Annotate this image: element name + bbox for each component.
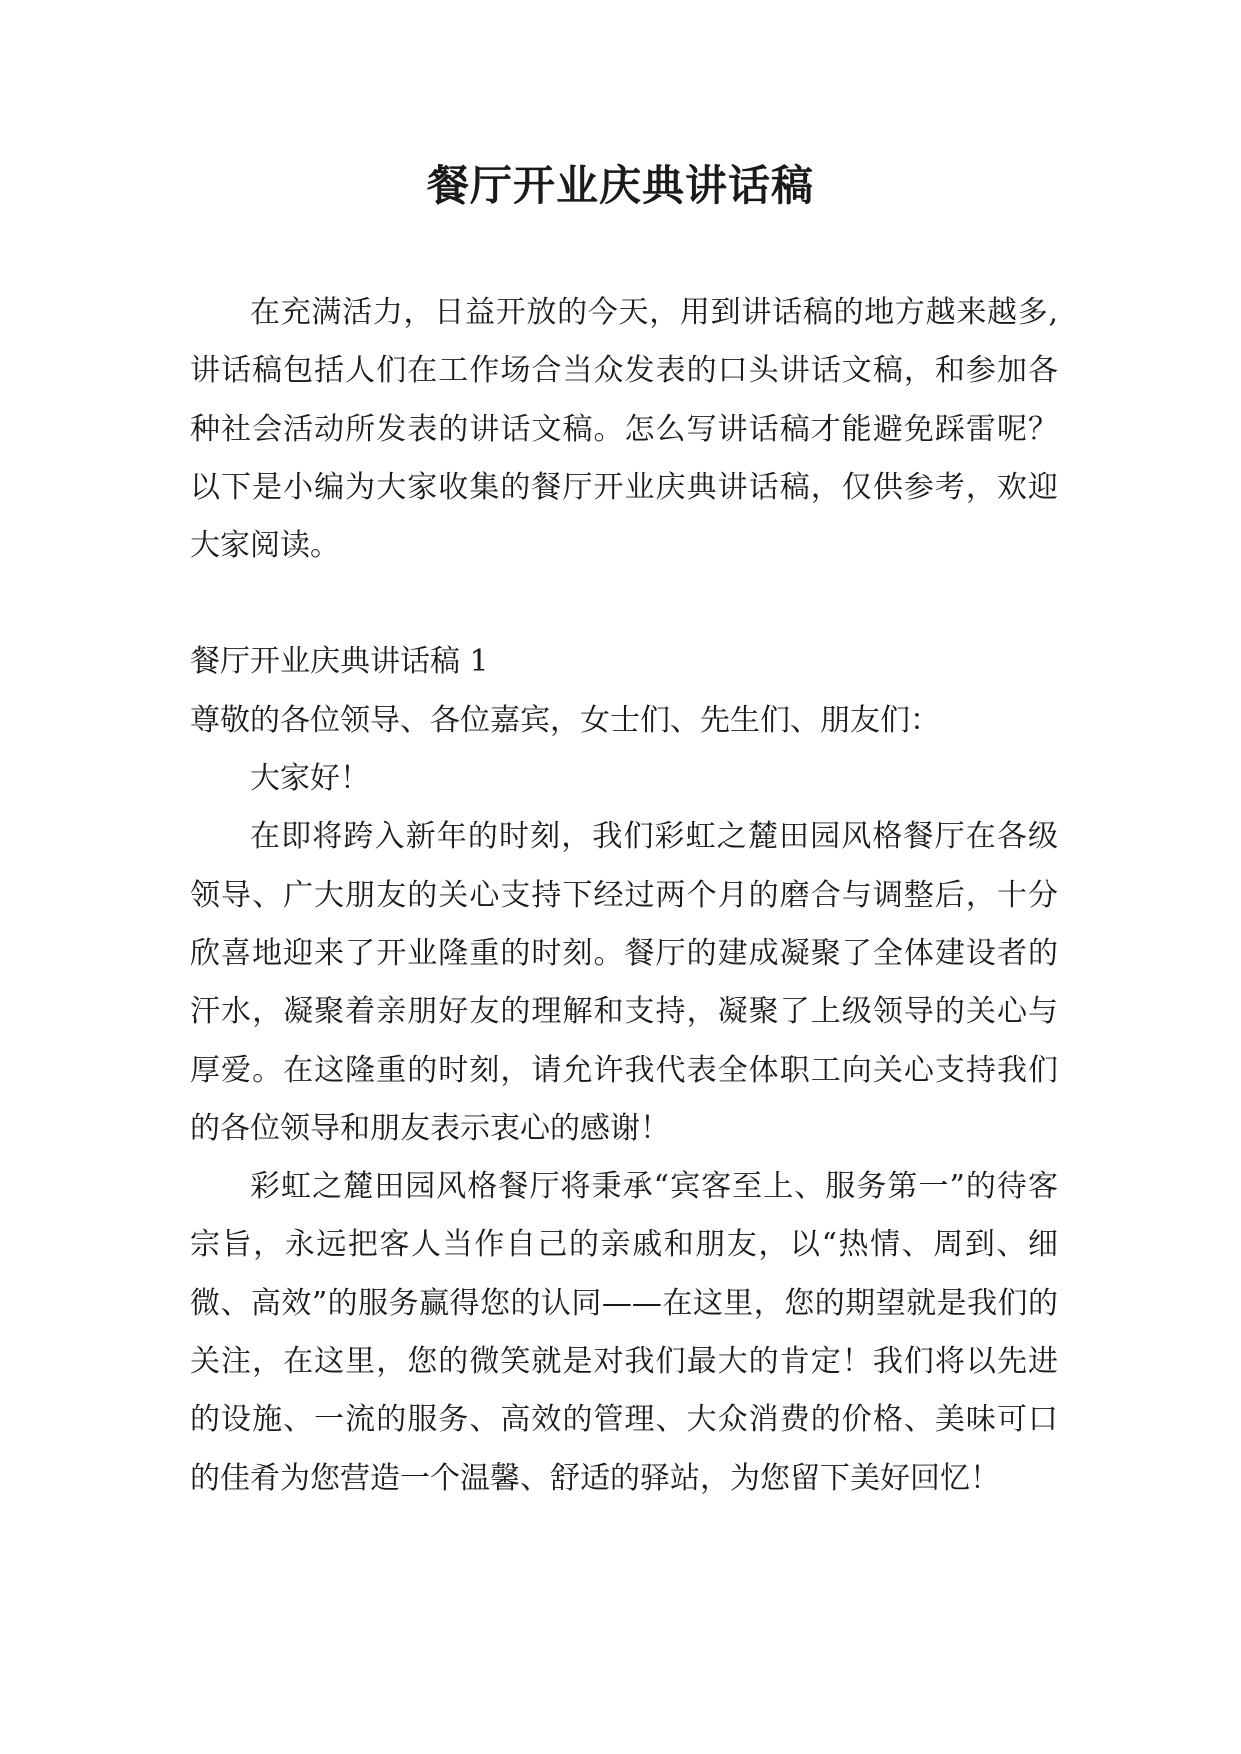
greeting: 大家好！ bbox=[250, 761, 370, 797]
intro-paragraph: 在充满活力，日益开放的今天，用到讲话稿的地方越来越多,讲话稿包括人们在工作场合当众发表的口头讲话文稿，和参加各种社会活动所发表的讲话文稿。怎么写讲话稿才能避免踩雷呢？以下是小编为大家收集的餐厅开业庆典讲话稿，仅供参考，欢迎大家阅读。 bbox=[190, 295, 1058, 564]
body-paragraph-2: 彩虹之麓田园风格餐厅将秉承“宾客至上、服务第一”的待客宗旨，永远把客人当作自己的亲戚和朋友，以“热情、周到、细微、高效”的服务赢得您的认同——在这里，您的期望就是我们的关注，在这里，您的微笑就是对我们最大的肯定！我们将以先进的设施、一流的服务、高效的管理、大众消费的价格、美味可口的佳肴为您营造一个温馨、舒适的驿站，为您留下美好回忆！ bbox=[190, 1169, 1058, 1496]
document-title: 餐厅开业庆典讲话稿 bbox=[426, 161, 814, 210]
section-heading: 餐厅开业庆典讲话稿 1 bbox=[190, 644, 489, 680]
document-body bbox=[190, 284, 1058, 1508]
salutation: 尊敬的各位领导、各位嘉宾，女士们、先生们、朋友们： bbox=[190, 702, 940, 738]
body-paragraph-1: 在即将跨入新年的时刻，我们彩虹之麓田园风格餐厅在各级领导、广大朋友的关心支持下经过两个月的磨合与调整后，十分欣喜地迎来了开业隆重的时刻。餐厅的建成凝聚了全体建设者的汗水，凝聚着亲朋好友的理解和支持，凝聚了上级领导的关心与厚爱。在这隆重的时刻，请允许我代表全体职工向关心支持我们的各位领导和朋友表示衷心的感谢！ bbox=[190, 819, 1058, 1146]
